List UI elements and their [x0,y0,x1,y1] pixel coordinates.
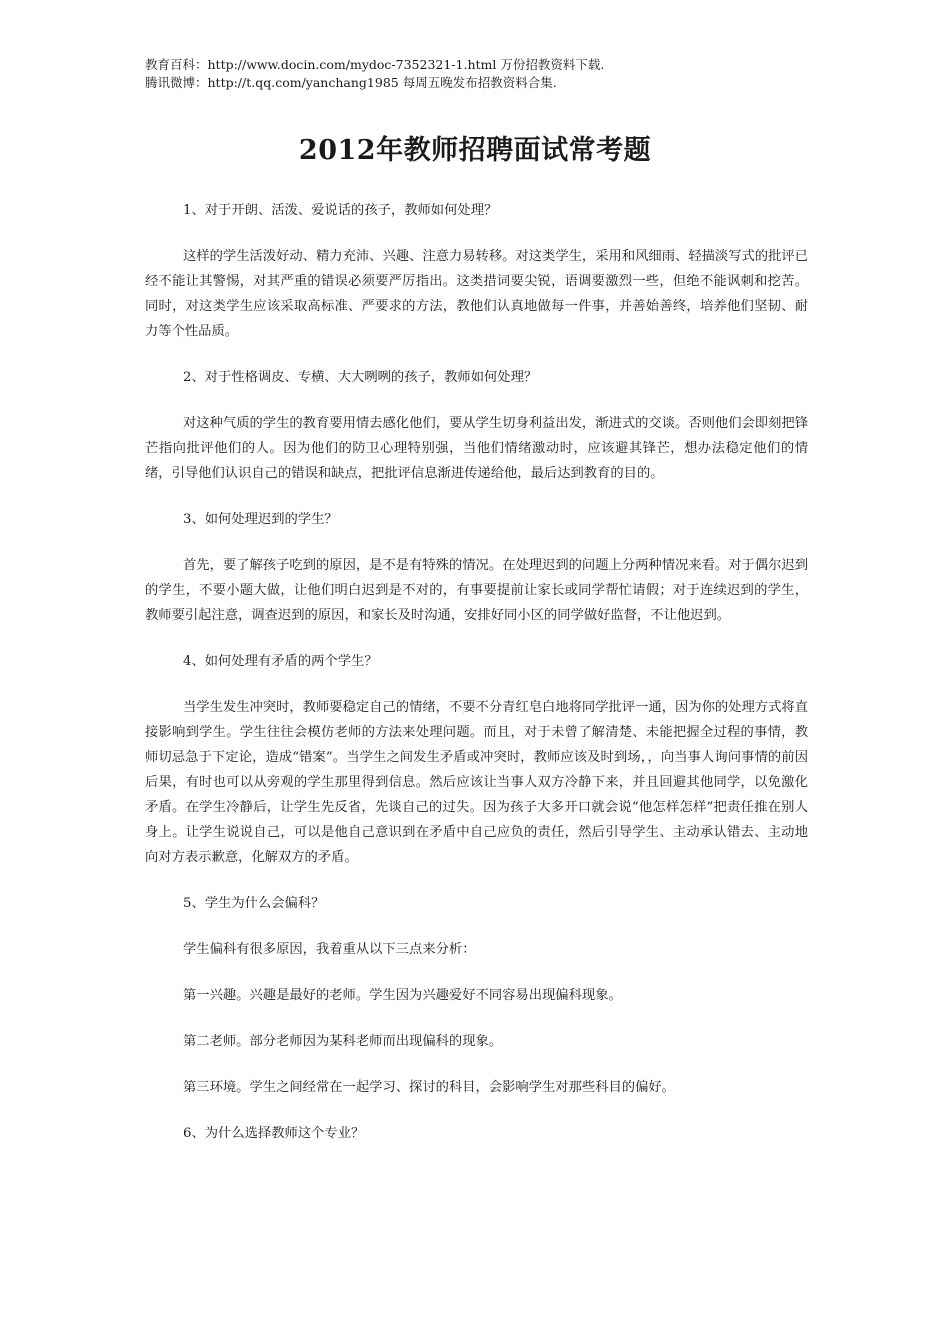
document-body [145,198,808,1167]
question-4: 4、如何处理有矛盾的两个学生？ [183,654,378,669]
answer-4: 当学生发生冲突时，教师要稳定自己的情绪，不要不分青红皂白地将同学批评一通，因为你的处理方式将直接影响到学生。学生往往会模仿老师的方法来处理问题。而且，对于未曾了解清楚、未能把握全过程的事情，教师切忌急于下定论，造成“错案”。当学生之间发生矛盾或冲突时，教师应该及时到场，，向当事人询问事情的前因后果，有时也可以从旁观的学生那里得到信息。然后应该让当事人双方冷静下来，并且回避其他同学，以免激化矛盾。在学生冷静后，让学生先反省，先谈自己的过失。因为孩子大多开口就会说“他怎样怎样”把责任推在别人身上。让学生说说自己，可以是他自己意识到在矛盾中自己应负的责任，然后引导学生、主动承认错去、主动地向对方表示歉意，化解双方的矛盾。 [145,700,808,865]
question-2: 2、对于性格调皮、专横、大大咧咧的孩子，教师如何处理？ [183,370,538,385]
header-line-docin: 教育百科：http://www.docin.com/mydoc-7352321-1.html 万份招教资料下载. [145,57,605,72]
answer-1: 这样的学生活泼好动、精力充沛、兴趣、注意力易转移。对这类学生，采用和风细雨、轻描淡写式的批评已经不能让其警惕，对其严重的错误必须要严厉指出。这类措词要尖锐，语调要激烈一些，但绝不能讽刺和挖苦。同时，对这类学生应该采取高标准、严要求的方法，教他们认真地做每一件事，并善始善终，培养他们坚韧、耐力等个性品质。 [145,249,808,339]
answer-3: 首先，要了解孩子吃到的原因，是不是有特殊的情况。在处理迟到的问题上分两种情况来看。对于偶尔迟到的学生，不要小题大做，让他们明白迟到是不对的，有事要提前让家长或同学帮忙请假；对于连续迟到的学生，教师要引起注意，调查迟到的原因，和家长及时沟通，安排好同小区的同学做好监督，不让他迟到。 [145,558,808,623]
header-line-weibo: 腾讯微博：http://t.qq.com/yanchang1985 每周五晚发布招教资料合集. [145,75,557,90]
answer-5-point-1: 第一兴趣。兴趣是最好的老师。学生因为兴趣爱好不同容易出现偏科现象。 [183,988,622,1003]
question-6: 6、为什么选择教师这个专业？ [183,1126,365,1141]
question-1: 1、对于开朗、活泼、爱说话的孩子，教师如何处理？ [183,203,498,218]
answer-5-point-2: 第二老师。部分老师因为某科老师而出现偏科的现象。 [183,1034,503,1049]
document-title: 2012年教师招聘面试常考题 [298,135,652,166]
question-5: 5、学生为什么会偏科？ [183,896,325,911]
question-3: 3、如何处理迟到的学生？ [183,512,338,527]
page-header [145,56,604,92]
answer-5-point-3: 第三环境。学生之间经常在一起学习、探讨的科目，会影响学生对那些科目的偏好。 [183,1080,675,1095]
answer-5-intro: 学生偏科有很多原因，我着重从以下三点来分析： [183,942,476,957]
answer-2: 对这种气质的学生的教育要用情去感化他们，要从学生切身利益出发，渐进式的交谈。否则他们会即刻把锋芒指向批评他们的人。因为他们的防卫心理特别强，当他们情绪激动时，应该避其锋芒，想办法稳定他们的情绪，引导他们认识自己的错误和缺点，把批评信息渐进传递给他，最后达到教育的目的。 [145,416,808,481]
